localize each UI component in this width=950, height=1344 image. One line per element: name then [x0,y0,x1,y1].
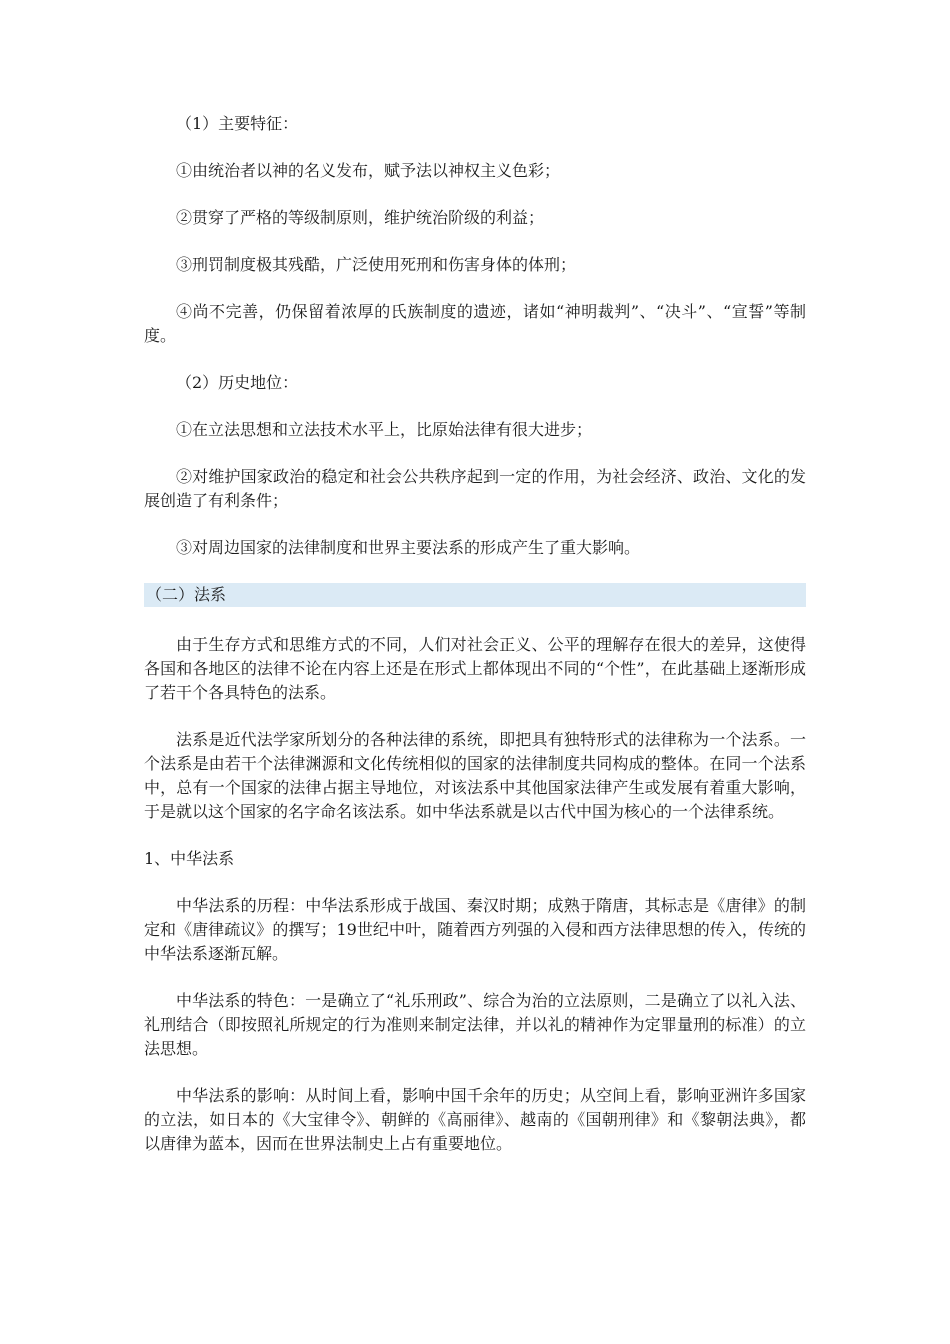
status-item: ①在立法思想和立法技术水平上，比原始法律有很大进步； [176,420,593,439]
status-item: ②对维护国家政治的稳定和社会公共秩序起到一定的作用，为社会经济、政治、文化的发展创造了有利条件； [144,467,806,510]
feature-item: ①由统治者以神的名义发布，赋予法以神权主义色彩； [176,161,561,180]
document-body [144,112,806,1179]
body-paragraph: 法系是近代法学家所划分的各种法律的系统，即把具有独特形式的法律称为一个法系。一个法系是由若干个法律渊源和文化传统相似的国家的法律制度共同构成的整体。在同一个法系中，总有一个国家的法律占据主导地位，对该法系中其他国家法律产生或发展有着重大影响，于是就以这个国家的名字命名该法系。如中华法系就是以古代中国为核心的一个法律系统。 [144,730,806,821]
status-heading: （2）历史地位： [176,373,299,392]
body-paragraph: 中华法系的历程：中华法系形成于战国、秦汉时期；成熟于隋唐，其标志是《唐律》的制定和《唐律疏议》的撰写；19世纪中叶，随着西方列强的入侵和西方法律思想的传入，传统的中华法系逐渐瓦解。 [144,896,806,963]
body-paragraph: 中华法系的影响：从时间上看，影响中国千余年的历史；从空间上看，影响亚洲许多国家的立法，如日本的《大宝律令》、朝鲜的《高丽律》、越南的《国朝刑律》和《黎朝法典》，都以唐律为蓝本，因而在世界法制史上占有重要地位。 [144,1086,806,1153]
feature-item: ④尚不完善，仍保留着浓厚的氏族制度的遗迹，诸如“神明裁判”、“决斗”、“宣誓”等制度。 [144,302,806,345]
feature-item: ③刑罚制度极其残酷，广泛使用死刑和伤害身体的体刑； [176,255,577,274]
body-paragraph: 由于生存方式和思维方式的不同，人们对社会正义、公平的理解存在很大的差异，这使得各国和各地区的法律不论在内容上还是在形式上都体现出不同的“个性”，在此基础上逐渐形成了若干个各具特色的法系。 [144,635,806,702]
status-item: ③对周边国家的法律制度和世界主要法系的形成产生了重大影响。 [176,538,641,557]
feature-item: ②贯穿了严格的等级制原则，维护统治阶级的利益； [176,208,545,227]
subsection-heading-chinese-system: 1、中华法系 [144,849,235,868]
section-title-legal-systems: （二）法系 [144,583,806,607]
features-heading: （1）主要特征： [176,114,299,133]
body-paragraph: 中华法系的特色：一是确立了“礼乐刑政”、综合为治的立法原则，二是确立了以礼入法、礼刑结合（即按照礼所规定的行为准则来制定法律，并以礼的精神作为定罪量刑的标准）的立法思想。 [144,991,806,1058]
